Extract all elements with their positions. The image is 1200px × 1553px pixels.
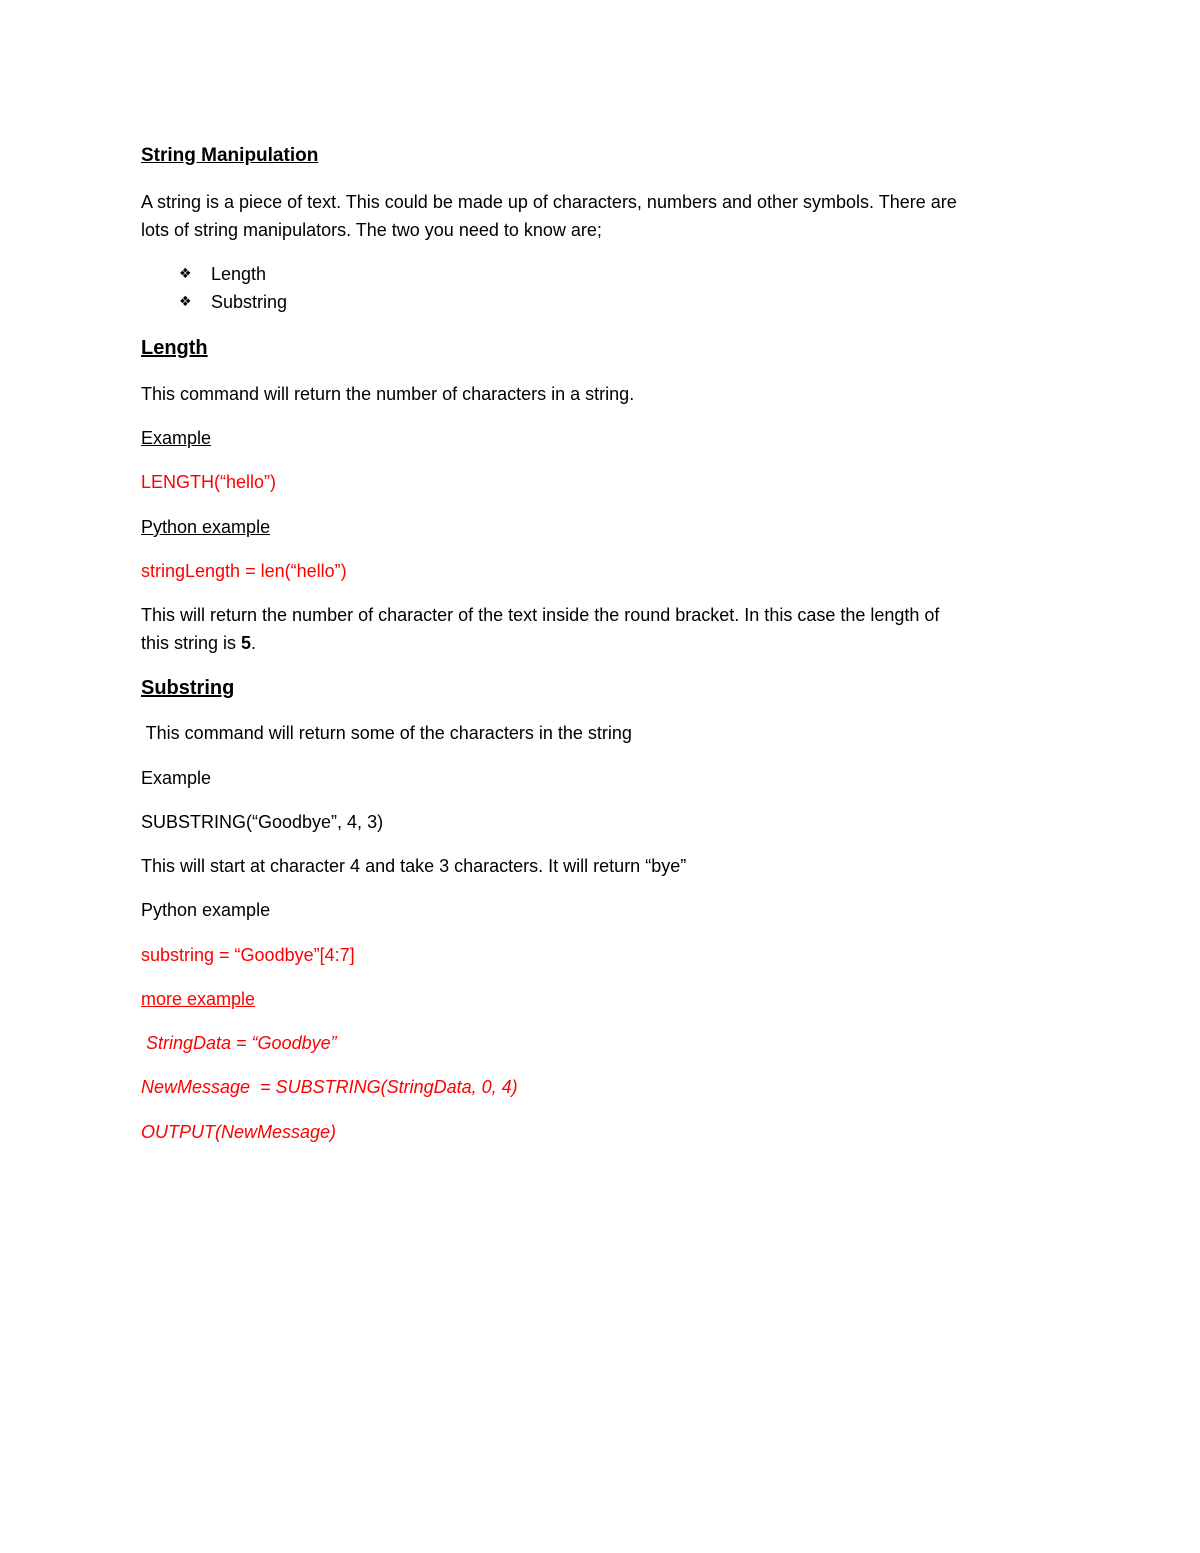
substring-example-label: Example — [141, 768, 212, 788]
more-code-line-1: StringData = “Goodbye” — [141, 1033, 337, 1053]
substring-description: This command will return some of the characters in the string — [141, 723, 632, 743]
more-code-line-2: NewMessage = SUBSTRING(StringData, 0, 4) — [141, 1077, 518, 1097]
page-title: String Manipulation — [141, 145, 319, 166]
length-description: This command will return the number of characters in a string. — [141, 384, 635, 404]
length-explanation-line-2 — [141, 629, 256, 657]
more-code-line-3: OUTPUT(NewMessage) — [141, 1122, 337, 1142]
length-heading: Length — [141, 337, 208, 359]
intro-paragraph-line-2: lots of string manipulators. The two you need to know are; — [141, 220, 602, 240]
length-explanation-line-1: This will return the number of character of the text inside the round bracket. In this case the length of — [141, 605, 940, 625]
explanation-suffix: . — [251, 633, 257, 653]
explanation-prefix: this string is — [141, 633, 242, 653]
length-example-code: LENGTH(“hello”) — [141, 472, 277, 492]
length-example-label: Example — [141, 428, 212, 448]
length-python-code: stringLength = len(“hello”) — [141, 561, 347, 581]
intro-paragraph-line-1: A string is a piece of text. This could be made up of characters, numbers and other symbols. There are — [141, 192, 957, 212]
more-example-label: more example — [141, 989, 256, 1009]
diamond-bullet-icon: ❖ — [179, 294, 192, 310]
diamond-bullet-icon: ❖ — [179, 266, 192, 282]
substring-python-code: substring = “Goodbye”[4:7] — [141, 945, 355, 965]
bullet-label: Length — [211, 264, 267, 284]
length-python-label: Python example — [141, 517, 271, 537]
bullet-label: Substring — [211, 292, 288, 312]
length-value: 5 — [241, 633, 252, 653]
substring-explanation: This will start at character 4 and take 3 characters. It will return “bye” — [141, 856, 687, 876]
substring-example-code: SUBSTRING(“Goodbye”, 4, 3) — [141, 812, 384, 832]
substring-python-label: Python example — [141, 900, 271, 920]
substring-heading: Substring — [141, 677, 235, 699]
